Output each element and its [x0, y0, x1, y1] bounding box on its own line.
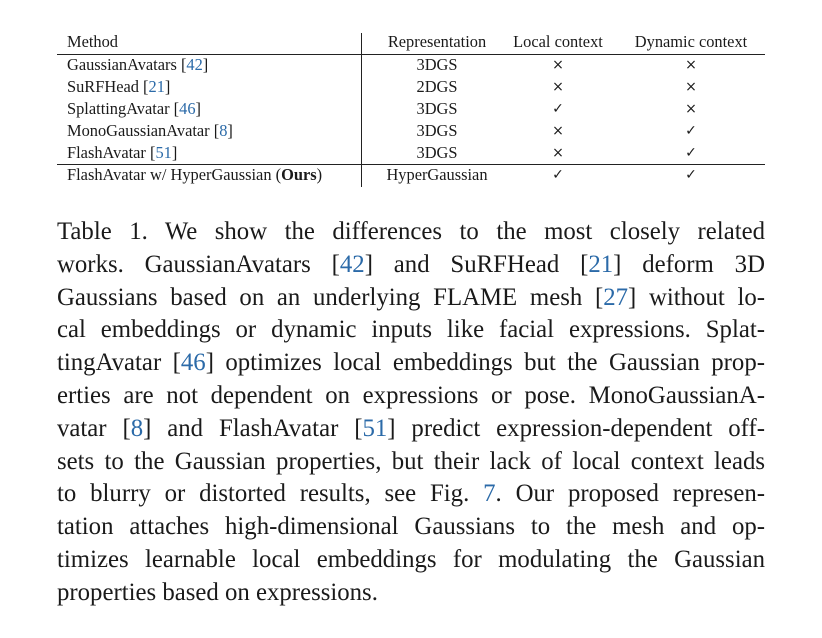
local-context-cell: × [552, 79, 564, 95]
table-header-row [57, 31, 765, 53]
caption-line: erties are not dependent on expressions or pose. MonoGaussianA- [57, 381, 765, 409]
citation-link[interactable]: 51 [362, 414, 388, 442]
method-name: FlashAvatar [51] [67, 143, 178, 162]
header-dynamic-context: Dynamic context [634, 32, 748, 51]
method-name: SplattingAvatar [46] [67, 99, 201, 118]
caption-line: timizes learnable local embeddings for modulating the Gaussian [57, 545, 765, 573]
ours-label: Ours [281, 165, 317, 184]
method-name: GaussianAvatars [42] [67, 55, 209, 74]
table-row [57, 120, 765, 142]
table-row [57, 98, 765, 120]
dynamic-context-cell: × [685, 79, 697, 95]
representation-cell: 2DGS [416, 77, 458, 96]
representation-cell: 3DGS [416, 99, 458, 118]
citation-link[interactable]: 21 [148, 77, 165, 96]
citation-link[interactable]: 46 [180, 349, 206, 377]
header-method: Method [67, 32, 118, 51]
caption-line: sets to the Gaussian properties, but their lack of local context leads [57, 447, 765, 475]
header-local-context: Local context [513, 32, 603, 51]
table-row [57, 76, 765, 98]
citation-link[interactable]: 42 [186, 55, 203, 74]
table-row [57, 142, 765, 164]
representation-cell: 3DGS [416, 121, 458, 140]
caption-line: Gaussians based on an underlying FLAME mesh [27] without lo- [57, 283, 765, 311]
local-context-cell: × [552, 123, 564, 139]
local-context-cell: ✓ [552, 167, 564, 183]
dynamic-context-cell: × [685, 57, 697, 73]
table-caption [57, 216, 765, 610]
local-context-cell: × [552, 57, 564, 73]
representation-cell: 3DGS [416, 55, 458, 74]
caption-line: vatar [8] and FlashAvatar [51] predict expression-dependent off- [57, 414, 765, 442]
dynamic-context-cell: ✓ [685, 123, 697, 139]
method-name: FlashAvatar w/ HyperGaussian (Ours) [67, 165, 323, 184]
caption-line: works. GaussianAvatars [42] and SuRFHead [21] deform 3D [57, 250, 765, 278]
citation-link[interactable]: 8 [130, 414, 144, 442]
citation-link[interactable]: 46 [179, 99, 196, 118]
local-context-cell: × [552, 145, 564, 161]
caption-line: Table 1. We show the differences to the most closely related [57, 218, 765, 245]
representation-cell: HyperGaussian [386, 165, 488, 184]
dynamic-context-cell: ✓ [685, 167, 697, 183]
figure-link[interactable]: 7 [483, 480, 496, 508]
table-row [57, 54, 765, 76]
representation-cell: 3DGS [416, 143, 458, 162]
caption-line: tation attaches high-dimensional Gaussians to the mesh and op- [57, 513, 765, 541]
table-row-ours [57, 164, 765, 186]
citation-link[interactable]: 51 [155, 143, 172, 162]
local-context-cell: ✓ [552, 101, 564, 117]
caption-line: properties based on expressions. [57, 578, 378, 606]
dynamic-context-cell: ✓ [685, 145, 697, 161]
method-name: SuRFHead [21] [67, 77, 171, 96]
caption-line: to blurry or distorted results, see Fig. 7. Our proposed represen- [57, 480, 765, 508]
method-name: MonoGaussianAvatar [8] [67, 121, 233, 140]
caption-line: cal embeddings or dynamic inputs like facial expressions. Splat- [57, 316, 765, 344]
dynamic-context-cell: × [685, 101, 697, 117]
citation-link[interactable]: 42 [339, 250, 365, 278]
caption-line: tingAvatar [46] optimizes local embeddings but the Gaussian prop- [57, 349, 765, 377]
citation-link[interactable]: 27 [603, 283, 629, 311]
header-representation: Representation [387, 32, 487, 51]
citation-link[interactable]: 21 [588, 250, 614, 278]
citation-link[interactable]: 8 [219, 121, 228, 140]
